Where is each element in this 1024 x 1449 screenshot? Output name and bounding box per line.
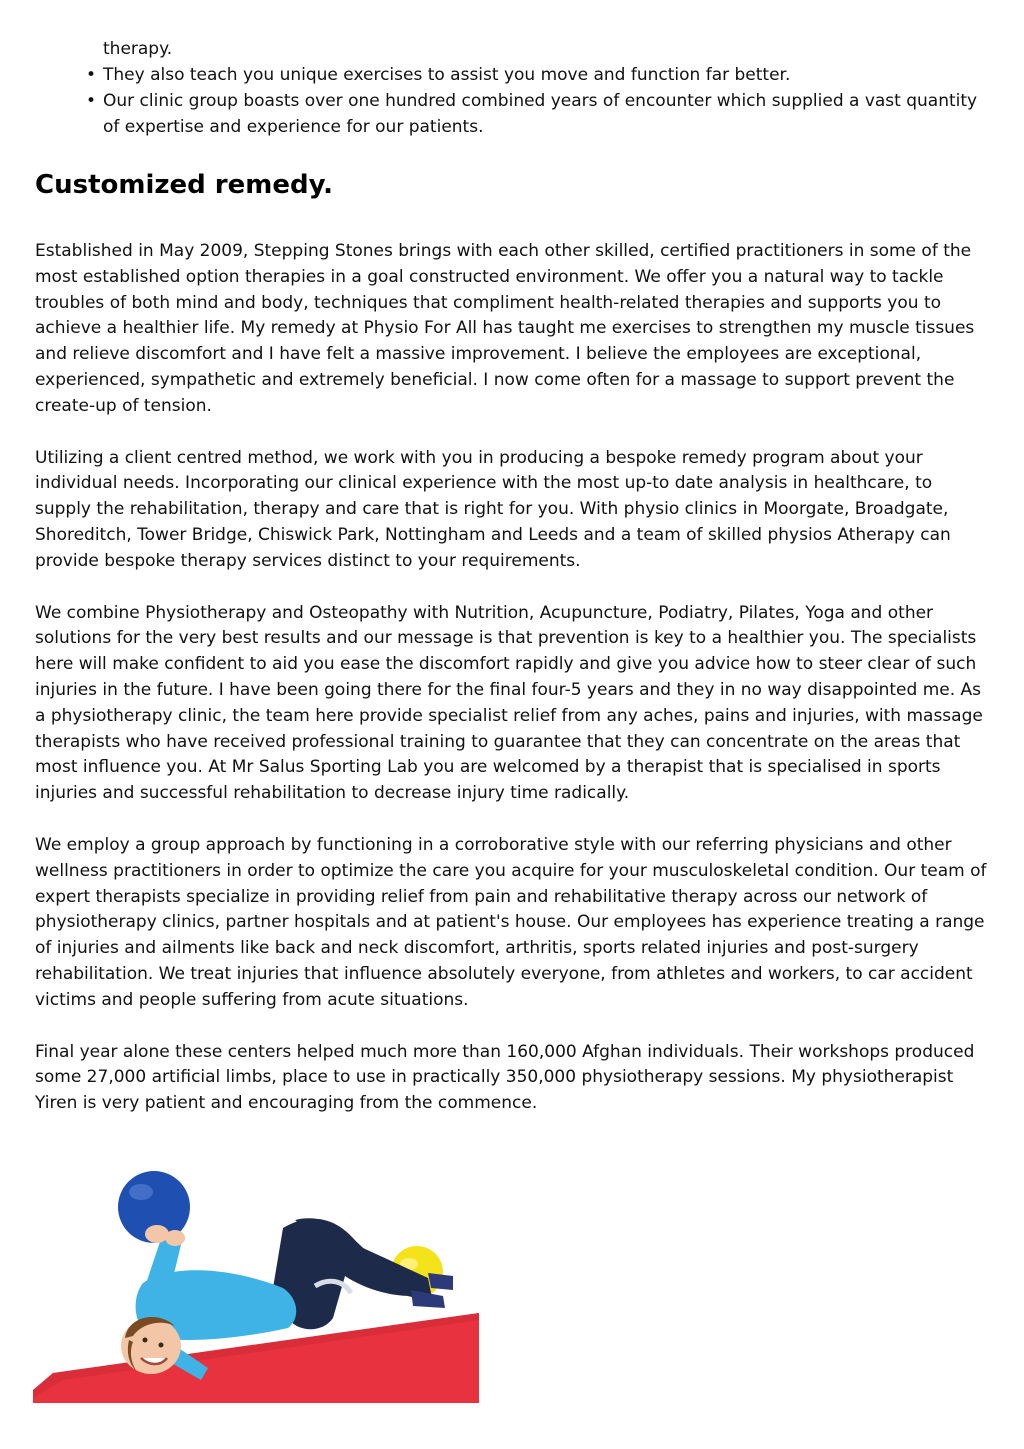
paragraph: We combine Physiotherapy and Osteopathy with Nutrition, Acupuncture, Podiatry, Pilates, Yoga and other solutions for the very best results and our message is that prevention is key to a healthier you. The specialists here will make confident to aid you ease the discomfort rapidly and give you advice how to steer clear of such injuries in the future. I have been going there for the final four-5 years and they in no way disappointed me. As a physiotherapy clinic, the team here provide specialist relief from any aches, pains and injuries, with massage therapists who have received professional training to guarantee that they can concentrate on the areas that most influence you. At Mr Salus Sporting Lab you are welcomed by a therapist that is specialised in sports injuries and successful rehabilitation to decrease injury time radically.: [35, 602, 983, 804]
bullet-list: [35, 62, 993, 140]
bullet-icon: •: [86, 65, 97, 85]
paragraph: Final year alone these centers helped much more than 160,000 Afghan individuals. Their workshops produced some 27,000 artificial limbs, place to use in practically 350,000 physiotherapy sessions. My physiotherapist Yiren is very patient and encouraging from the commence.: [35, 1041, 975, 1114]
bullet-icon: •: [86, 91, 97, 111]
paragraph: Established in May 2009, Stepping Stones brings with each other skilled, certified practitioners in some of the most established option therapies in a goal constructed environment. We offer you a natural way to tackle troubles of both mind and body, techniques that compliment health-related therapies and supports you to achieve a healthier life. My remedy at Physio For All has taught me exercises to strengthen my muscle tissues and relieve discomfort and I have felt a massive improvement. I believe the employees are exceptional, experienced, sympathetic and extremely beneficial. I now come often for a massage to support prevent the create-up of tension.: [35, 241, 975, 416]
section-heading: Customized remedy.: [35, 170, 334, 200]
blue-ball-highlight: [129, 1184, 153, 1200]
photo-illustration: [33, 1168, 479, 1403]
paragraph: We employ a group approach by functioning in a corroborative style with our referring physicians and other wellness practitioners in order to optimize the care you acquire for your musculoskeletal condition. Our team of expert therapists specialize in providing relief from pain and rehabilitative therapy across our network of physiotherapy clinics, partner hospitals and at patient's house. Our employees has experience treating a range of injuries and ailments like back and neck discomfort, arthritis, sports related injuries and post-surgery rehabilitation. We treat injuries that influence absolutely everyone, from athletes and workers, to car accident victims and people suffering from acute situations.: [35, 834, 987, 1010]
list-item: [86, 62, 993, 88]
bullet-text: They also teach you unique exercises to assist you move and function far better.: [103, 65, 791, 85]
child-hand: [165, 1230, 185, 1246]
child-eye: [143, 1338, 148, 1343]
list-item: [86, 88, 993, 140]
bullet-continuation: therapy.: [103, 39, 173, 59]
child-hand: [145, 1225, 169, 1243]
child-eye: [159, 1343, 164, 1348]
paragraph: Utilizing a client centred method, we work with you in producing a bespoke remedy program about your individual needs. Incorporating our clinical experience with the most up-to date analysis in healthcare, to supply the rehabilitation, therapy and care that is right for you. With physio clinics in Moorgate, Broadgate, Shoreditch, Tower Bridge, Chiswick Park, Nottingham and Leeds and a team of skilled physios Atherapy can provide bespoke therapy services distinct to your requirements.: [35, 447, 951, 571]
photo-child-exercising-with-balls: [33, 1168, 479, 1403]
bullet-text: Our clinic group boasts over one hundred combined years of encounter which supplied a vast quantity of expertise and experience for our patients.: [103, 91, 978, 137]
document-page: [35, 36, 993, 1143]
child-sock: [428, 1273, 453, 1290]
